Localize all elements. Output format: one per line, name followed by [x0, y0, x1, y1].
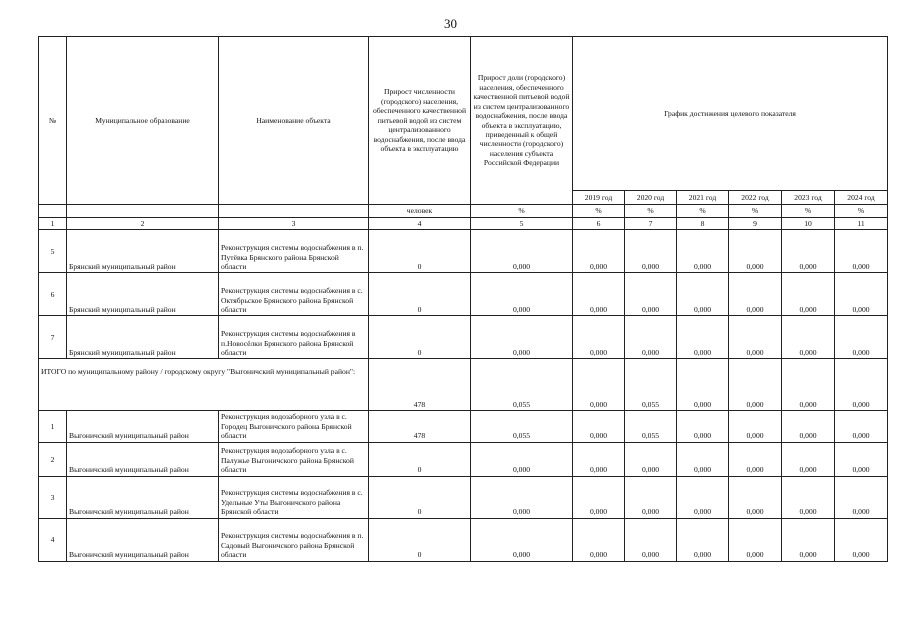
header-object: Наименование объекта — [219, 37, 369, 205]
row-year-value: 0,000 — [677, 316, 729, 359]
row-people: 0 — [369, 230, 471, 273]
column-number: 6 — [573, 218, 625, 230]
table-row — [39, 476, 888, 518]
table-body-bryansk — [39, 230, 888, 359]
column-number: 3 — [219, 218, 369, 230]
table-row — [39, 518, 888, 561]
unit-year: % — [782, 205, 835, 218]
row-year-value: 0,000 — [782, 518, 835, 561]
row-year-value: 0,000 — [729, 273, 782, 316]
row-year-value: 0,000 — [573, 316, 625, 359]
row-number: 1 — [39, 411, 67, 442]
row-object-name: Реконструкция системы водоснабжения в п. Путёвка Брянского района Брянской области — [219, 230, 369, 273]
unit-year: % — [573, 205, 625, 218]
row-year-value: 0,000 — [625, 476, 677, 518]
row-year-value: 0,000 — [677, 476, 729, 518]
row-year-value: 0,000 — [782, 442, 835, 476]
row-year-value: 0,000 — [729, 316, 782, 359]
row-share: 0,000 — [471, 442, 573, 476]
unit-percent: % — [471, 205, 573, 218]
total-year-value: 0,000 — [677, 359, 729, 411]
row-year-value: 0,000 — [782, 411, 835, 442]
row-year-value: 0,000 — [782, 273, 835, 316]
column-number: 10 — [782, 218, 835, 230]
column-number: 9 — [729, 218, 782, 230]
total-people: 478 — [369, 359, 471, 411]
row-people: 478 — [369, 411, 471, 442]
row-share: 0,000 — [471, 518, 573, 561]
row-municipality: Брянский муниципальный район — [67, 230, 219, 273]
row-people: 0 — [369, 442, 471, 476]
row-object-name: Реконструкция системы водоснабжения в п.Новосёлки Брянского района Брянской области — [219, 316, 369, 359]
unit-people: человек — [369, 205, 471, 218]
unit-year: % — [835, 205, 888, 218]
total-label: ИТОГО по муниципальному району / городскому округу "Выгоничский муниципальный район": — [39, 359, 369, 411]
row-number: 2 — [39, 442, 67, 476]
row-year-value: 0,000 — [835, 476, 888, 518]
unit-year: % — [729, 205, 782, 218]
column-number: 8 — [677, 218, 729, 230]
row-number: 7 — [39, 316, 67, 359]
column-number: 2 — [67, 218, 219, 230]
row-year-value: 0,000 — [625, 273, 677, 316]
row-object-name: Реконструкция системы водоснабжения в п. Садовый Выгоничского района Брянской области — [219, 518, 369, 561]
row-year-value: 0,000 — [782, 316, 835, 359]
units-row — [39, 205, 888, 218]
row-number: 3 — [39, 476, 67, 518]
header-year: 2022 год — [729, 191, 782, 205]
header-year: 2019 год — [573, 191, 625, 205]
row-year-value: 0,000 — [573, 518, 625, 561]
row-object-name: Реконструкция водозаборного узла в с. Палужье Выгоничского района Брянской области — [219, 442, 369, 476]
row-municipality: Выгоничский муниципальный район — [67, 476, 219, 518]
row-year-value: 0,000 — [729, 411, 782, 442]
row-year-value: 0,000 — [729, 230, 782, 273]
total-year-value: 0,000 — [729, 359, 782, 411]
row-year-value: 0,000 — [835, 316, 888, 359]
column-number: 5 — [471, 218, 573, 230]
header-year: 2023 год — [782, 191, 835, 205]
row-year-value: 0,000 — [835, 518, 888, 561]
row-year-value: 0,000 — [625, 316, 677, 359]
row-year-value: 0,000 — [573, 273, 625, 316]
row-year-value: 0,000 — [573, 476, 625, 518]
header-growth-share: Прирост доли (городского) населения, обеспеченного качественной питьевой водой из систем централизованного водоснабжения, после ввода объекта в эксплуатацию, приведенный к общей численности (городского) населения субъекта Российской Федерации — [471, 37, 573, 205]
row-year-value: 0,000 — [835, 273, 888, 316]
row-people: 0 — [369, 316, 471, 359]
row-year-value: 0,000 — [729, 518, 782, 561]
table-row — [39, 442, 888, 476]
row-municipality: Выгоничский муниципальный район — [67, 442, 219, 476]
table-row — [39, 273, 888, 316]
target-indicator-table — [38, 36, 888, 562]
row-year-value: 0,000 — [677, 411, 729, 442]
row-year-value: 0,000 — [782, 230, 835, 273]
total-row — [39, 359, 888, 411]
row-year-value: 0,000 — [677, 518, 729, 561]
row-people: 0 — [369, 518, 471, 561]
header-municipality: Муниципальное образование — [67, 37, 219, 205]
header-no: № — [39, 37, 67, 205]
total-year-value: 0,055 — [625, 359, 677, 411]
column-numbers-row — [39, 218, 888, 230]
column-number: 7 — [625, 218, 677, 230]
table-row — [39, 316, 888, 359]
row-municipality: Выгоничский муниципальный район — [67, 411, 219, 442]
row-year-value: 0,000 — [835, 411, 888, 442]
row-municipality: Выгоничский муниципальный район — [67, 518, 219, 561]
row-year-value: 0,000 — [625, 230, 677, 273]
table-body-vygonichi — [39, 411, 888, 561]
row-year-value: 0,000 — [625, 518, 677, 561]
column-number: 11 — [835, 218, 888, 230]
total-year-value: 0,000 — [782, 359, 835, 411]
row-share: 0,000 — [471, 273, 573, 316]
row-share: 0,000 — [471, 316, 573, 359]
row-share: 0,055 — [471, 411, 573, 442]
row-number: 5 — [39, 230, 67, 273]
row-year-value: 0,000 — [835, 230, 888, 273]
row-object-name: Реконструкция системы водоснабжения в с. Удельные Уты Выгоничского района Брянской области — [219, 476, 369, 518]
row-number: 6 — [39, 273, 67, 316]
table-row — [39, 230, 888, 273]
header-year: 2021 год — [677, 191, 729, 205]
total-share: 0,055 — [471, 359, 573, 411]
row-year-value: 0,000 — [677, 230, 729, 273]
row-year-value: 0,000 — [625, 442, 677, 476]
row-year-value: 0,000 — [729, 476, 782, 518]
header-row — [39, 37, 888, 191]
row-year-value: 0,055 — [625, 411, 677, 442]
row-object-name: Реконструкция системы водоснабжения в с. Октябрьское Брянского района Брянской области — [219, 273, 369, 316]
table-row — [39, 411, 888, 442]
page-number: 30 — [444, 16, 457, 31]
header-year: 2024 год — [835, 191, 888, 205]
unit-year: % — [625, 205, 677, 218]
row-year-value: 0,000 — [573, 411, 625, 442]
header-year: 2020 год — [625, 191, 677, 205]
total-year-value: 0,000 — [573, 359, 625, 411]
row-number: 4 — [39, 518, 67, 561]
column-number: 1 — [39, 218, 67, 230]
row-share: 0,000 — [471, 476, 573, 518]
row-share: 0,000 — [471, 230, 573, 273]
row-year-value: 0,000 — [573, 442, 625, 476]
total-year-value: 0,000 — [835, 359, 888, 411]
column-number: 4 — [369, 218, 471, 230]
row-year-value: 0,000 — [729, 442, 782, 476]
row-object-name: Реконструкция водозаборного узла в с. Городец Выгоничского района Брянской области — [219, 411, 369, 442]
row-year-value: 0,000 — [677, 273, 729, 316]
row-municipality: Брянский муниципальный район — [67, 273, 219, 316]
row-municipality: Брянский муниципальный район — [67, 316, 219, 359]
row-year-value: 0,000 — [782, 476, 835, 518]
row-people: 0 — [369, 476, 471, 518]
row-year-value: 0,000 — [835, 442, 888, 476]
header-growth-count: Прирост численности (городского) населения, обеспеченного качественной питьевой водой из систем централизованного водоснабжения, после ввода объекта в эксплуатацию — [369, 37, 471, 205]
header-schedule: График достижения целевого показателя — [573, 37, 888, 191]
unit-year: % — [677, 205, 729, 218]
row-year-value: 0,000 — [677, 442, 729, 476]
table-body-total — [39, 359, 888, 411]
row-people: 0 — [369, 273, 471, 316]
row-year-value: 0,000 — [573, 230, 625, 273]
